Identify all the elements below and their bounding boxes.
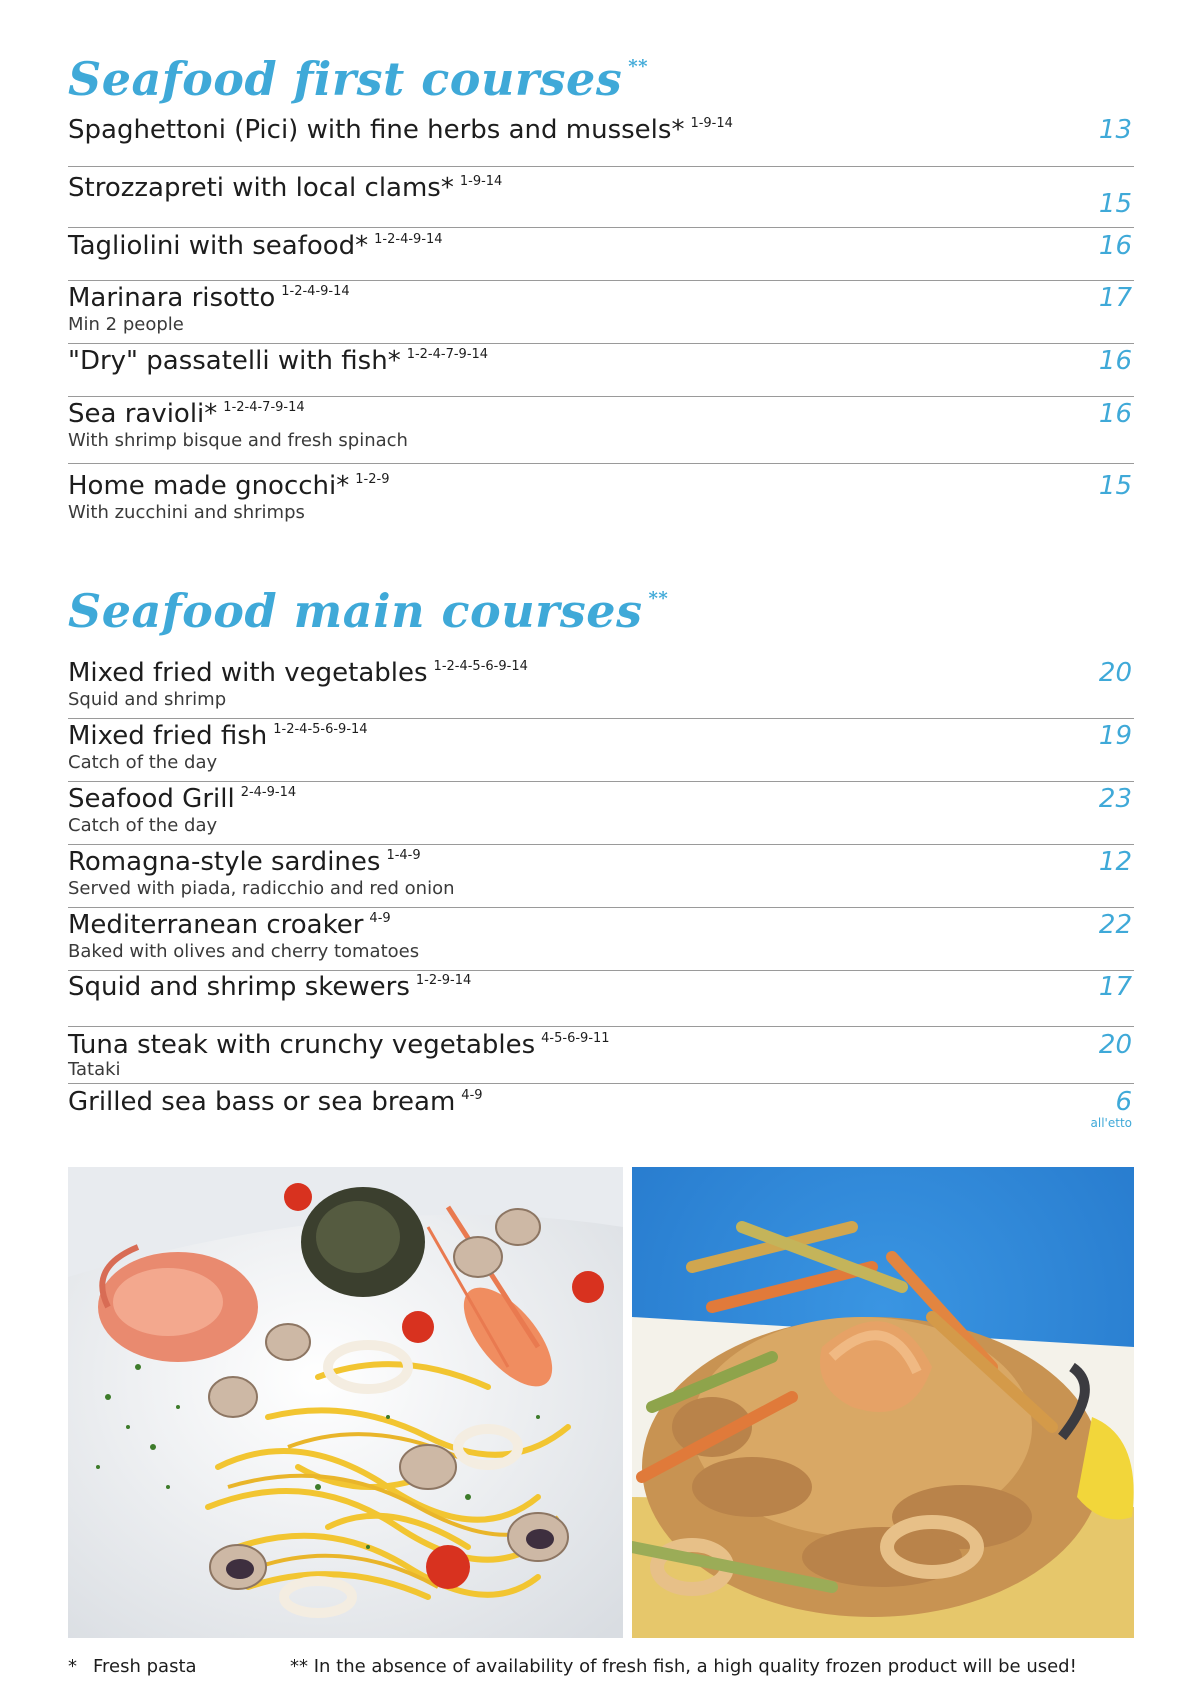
menu-item [68, 398, 1134, 464]
item-price: 6 [1115, 1087, 1132, 1117]
allergen-codes: 4-9 [461, 1088, 483, 1103]
item-price: 17 [1098, 972, 1132, 1002]
item-description: Catch of the day [68, 752, 218, 773]
allergen-codes: 1-9-14 [690, 116, 733, 131]
allergen-codes: 1-2-4-9-14 [374, 232, 443, 247]
item-name: "Dry" passatelli with fish* $^{1-2-4-7-9-14}$ [68, 346, 489, 376]
item-price: 16 [1098, 231, 1132, 261]
allergen-codes: 1-2-9-14 [415, 973, 472, 988]
item-price: 15 [1098, 189, 1132, 219]
menu-item [68, 114, 1134, 167]
item-price: 20 [1098, 658, 1132, 688]
allergen-codes: 4-5-6-9-11 [541, 1031, 610, 1046]
item-price: 16 [1098, 346, 1132, 376]
menu-item [68, 470, 1134, 528]
menu-item [68, 1029, 1134, 1084]
seafood-tagliolini-photo [68, 1167, 623, 1638]
item-price: 23 [1098, 784, 1132, 814]
item-name: Romagna-style sardines $^{1-4-9}$ [68, 847, 421, 877]
allergen-codes: 1-2-9 [355, 472, 390, 487]
item-price: 20 [1098, 1030, 1132, 1060]
menu-item [68, 720, 1134, 782]
item-name: Squid and shrimp skewers $^{1-2-9-14}$ [68, 972, 472, 1002]
menu-item [68, 345, 1134, 397]
menu-item [68, 282, 1134, 344]
item-price: 13 [1098, 115, 1132, 145]
item-name: Tuna steak with crunchy vegetables $^{4-5-6-9-11}$ [68, 1030, 610, 1060]
item-description: Squid and shrimp [68, 689, 227, 710]
footnote-frozen-product: ** In the absence of availability of fresh fish, a high quality frozen product will be used! [290, 1656, 1077, 1677]
menu-item [68, 657, 1134, 719]
allergen-codes: 2-4-9-14 [240, 785, 297, 800]
item-price: 12 [1098, 847, 1132, 877]
item-name: Tagliolini with seafood* $^{1-2-4-9-14}$ [68, 231, 443, 261]
item-price: 16 [1098, 399, 1132, 429]
menu-item [68, 230, 1134, 281]
menu-item [68, 1086, 1134, 1136]
item-name: Spaghettoni (Pici) with fine herbs and mussels* $^{1-9-14}$ [68, 115, 733, 145]
allergen-codes: 1-2-4-5-6-9-14 [273, 722, 368, 737]
item-price: 22 [1098, 910, 1132, 940]
item-description: Served with piada, radicchio and red onion [68, 878, 455, 899]
allergen-codes: 1-2-4-5-6-9-14 [433, 659, 528, 674]
item-description: Tataki [68, 1059, 121, 1080]
item-name: Mixed fried with vegetables $^{1-2-4-5-6-9-14}$ [68, 658, 528, 688]
item-description: With shrimp bisque and fresh spinach [68, 430, 408, 451]
item-price: 15 [1098, 471, 1132, 501]
allergen-codes: 1-9-14 [459, 174, 503, 189]
section-title-mark: ** [648, 588, 669, 609]
menu-item [68, 783, 1134, 845]
item-name: Marinara risotto $^{1-2-4-9-14}$ [68, 283, 350, 313]
section-title-first-courses: Seafood first courses ** [68, 52, 649, 106]
menu-item [68, 971, 1134, 1027]
allergen-codes: 4-9 [369, 911, 391, 926]
item-name: Home made gnocchi* $^{1-2-9}$ [68, 471, 390, 501]
item-description: Baked with olives and cherry tomatoes [68, 941, 420, 962]
allergen-codes: 1-2-4-7-9-14 [223, 400, 305, 415]
menu-item [68, 909, 1134, 971]
item-description: Min 2 people [68, 314, 184, 335]
item-name: Grilled sea bass or sea bream $^{4-9}$ [68, 1087, 483, 1117]
menu-item [68, 172, 1134, 228]
allergen-codes: 1-2-4-9-14 [281, 284, 350, 299]
allergen-codes: 1-2-4-7-9-14 [406, 347, 489, 362]
item-description: Catch of the day [68, 815, 218, 836]
section-title-mark: ** [628, 56, 649, 77]
item-name: Strozzapreti with local clams* $^{1-9-14}$ [68, 173, 503, 203]
item-name: Sea ravioli* $^{1-2-4-7-9-14}$ [68, 399, 305, 429]
mixed-fried-photo [632, 1167, 1134, 1638]
item-price: 17 [1098, 283, 1132, 313]
menu-item [68, 846, 1134, 908]
item-name: Mediterranean croaker $^{4-9}$ [68, 910, 391, 940]
section-title-main-courses: Seafood main courses ** [68, 584, 669, 638]
price-unit: all'etto [1090, 1116, 1132, 1130]
item-price: 19 [1098, 721, 1132, 751]
item-name: Seafood Grill $^{2-4-9-14}$ [68, 784, 297, 814]
item-description: With zucchini and shrimps [68, 502, 305, 523]
footnote-fresh-pasta: * Fresh pasta [68, 1656, 197, 1677]
allergen-codes: 1-4-9 [386, 848, 421, 863]
item-name: Mixed fried fish $^{1-2-4-5-6-9-14}$ [68, 721, 368, 751]
